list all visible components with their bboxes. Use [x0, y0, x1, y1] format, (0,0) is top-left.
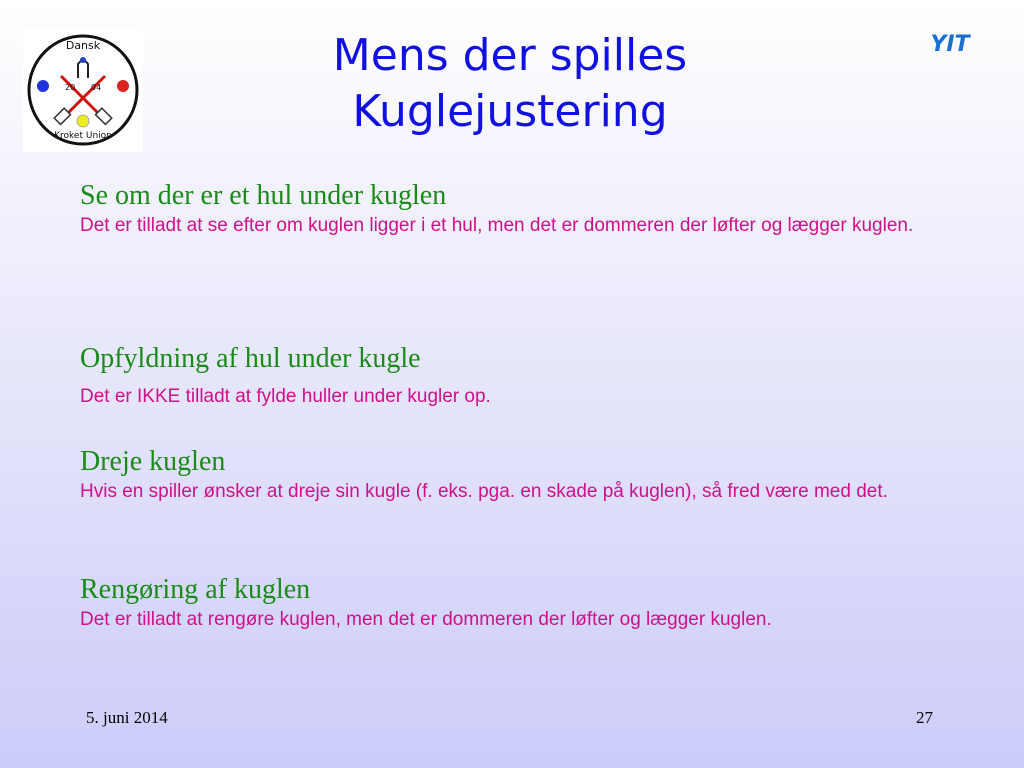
section-heading: Rengøring af kuglen — [80, 574, 311, 605]
section-heading: Opfyldning af hul under kugle — [80, 343, 421, 374]
dansk-kroket-union-logo — [23, 28, 143, 152]
section-heading: Se om der er et hul under kuglen — [80, 180, 447, 211]
yit-brand-icon — [912, 30, 988, 56]
yit-logo — [912, 30, 988, 56]
section-hole-check — [80, 180, 970, 239]
section-fill-hole — [80, 343, 970, 410]
title-line-2: Kuglejustering — [352, 86, 668, 137]
section-body: Det er IKKE tilladt at fylde huller under kugler op. — [80, 386, 491, 407]
footer-page-number: 27 — [916, 708, 933, 727]
section-clean-ball — [80, 574, 970, 633]
title-line-1: Mens der spilles — [332, 30, 688, 81]
brand-text: YIT — [930, 32, 970, 56]
section-heading: Dreje kuglen — [80, 446, 226, 477]
section-body: Det er tilladt at rengøre kuglen, men det er dommeren der løfter og lægger kuglen. — [80, 609, 772, 630]
section-body: Hvis en spiller ønsker at dreje sin kugle (f. eks. pga. en skade på kuglen), så fred være med det. — [80, 481, 888, 502]
section-body: Det er tilladt at se efter om kuglen ligger i et hul, men det er dommeren der løfter og lægger kuglen. — [80, 215, 914, 236]
logo-text-top: Dansk — [65, 39, 101, 52]
logo-text-bottom: Kroket Union — [54, 131, 112, 141]
logo-year-right: 04 — [91, 83, 102, 92]
footer-date: 5. juni 2014 — [86, 708, 168, 727]
section-turn-ball — [80, 446, 970, 505]
logo-year-left: 20 — [65, 83, 76, 92]
croquet-emblem-icon — [23, 28, 143, 152]
slide-title — [200, 28, 820, 140]
